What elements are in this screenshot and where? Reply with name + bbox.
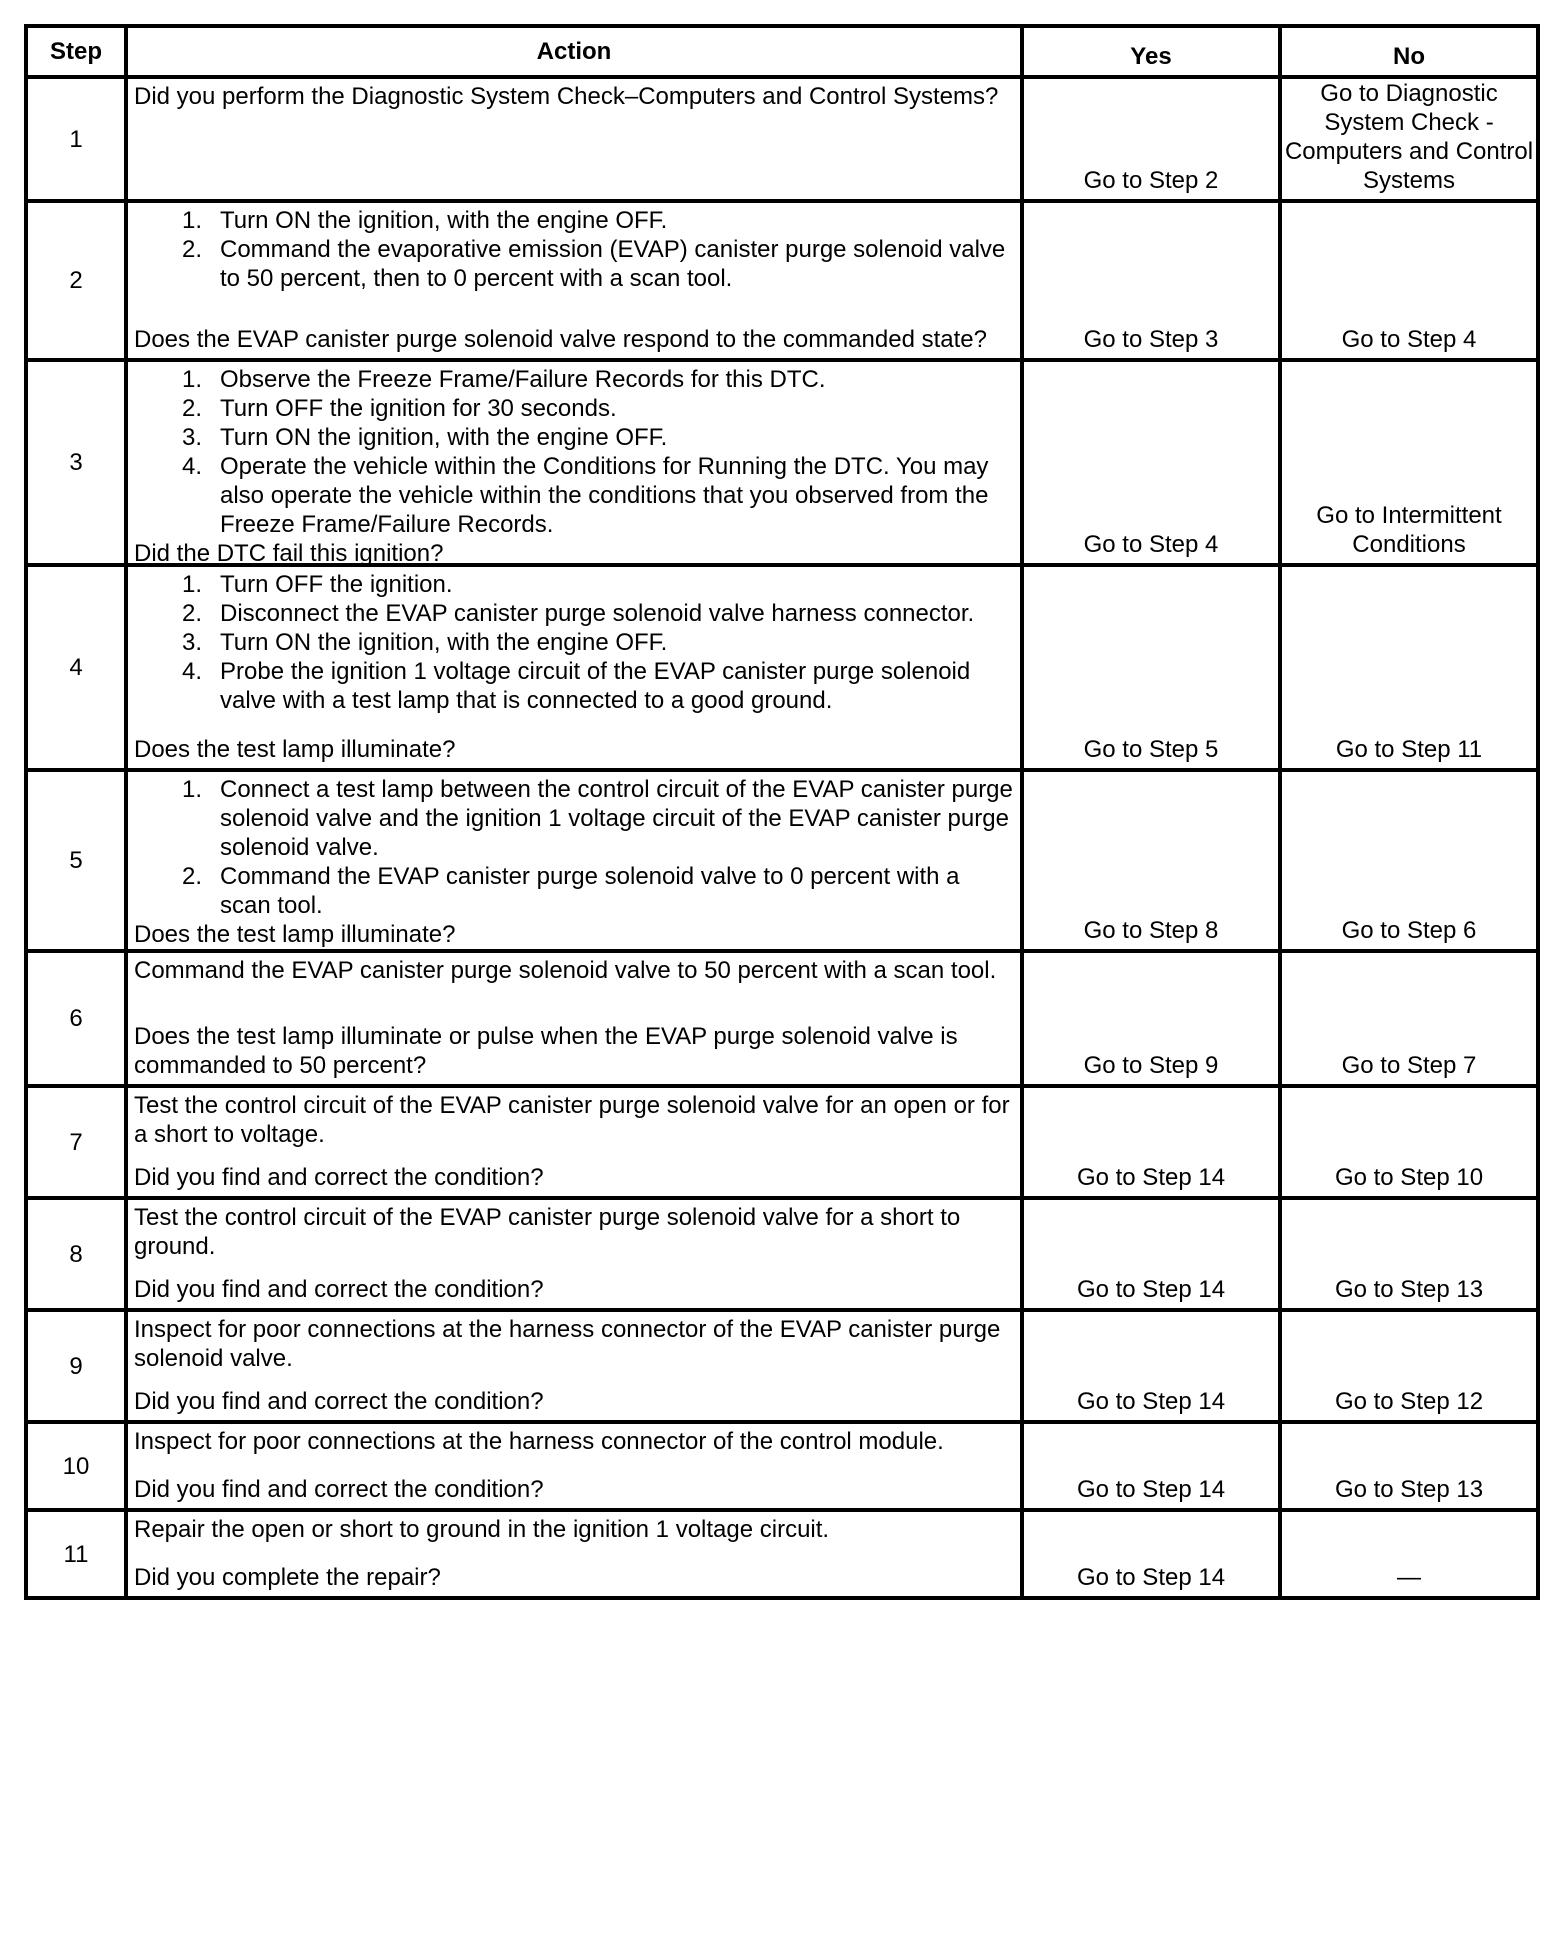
table-row [26, 1086, 1538, 1198]
action-step-item [134, 628, 1014, 657]
action-step-number: 2. [181, 863, 202, 890]
action-text: Test the control circuit of the EVAP canister purge solenoid valve for an open or for a short to voltage. [134, 1092, 1010, 1148]
action-cell [126, 1086, 1022, 1198]
action-step-item [134, 657, 1014, 715]
table-row [26, 951, 1538, 1086]
table-row [26, 360, 1538, 565]
action-step-text: Turn ON the ignition, with the engine OFF. [220, 424, 668, 451]
yes-result: Go to Step 14 [1022, 1422, 1280, 1510]
action-text: Repair the open or short to ground in the ignition 1 voltage circuit. [134, 1516, 830, 1543]
action-step-item [134, 394, 1014, 423]
table-row [26, 1422, 1538, 1510]
no-result [1280, 1198, 1538, 1310]
action-step-number: 1. [181, 207, 202, 234]
action-question: Does the test lamp illuminate or pulse when the EVAP purge solenoid valve is commanded to 50 percent? [134, 1023, 958, 1079]
no-result [1280, 1310, 1538, 1422]
action-step-text: Observe the Freeze Frame/Failure Records for this DTC. [220, 366, 826, 393]
header-step: Step [26, 26, 126, 77]
no-result-text: Go to Diagnostic System Check - Computers and Control Systems [1284, 80, 1534, 194]
no-result [1280, 360, 1538, 565]
step-number: 8 [26, 1198, 126, 1310]
yes-result: Go to Step 14 [1022, 1310, 1280, 1422]
action-steps-list [134, 206, 1014, 293]
no-result [1280, 1510, 1538, 1598]
action-step-item [134, 775, 1014, 862]
action-question: Did you find and correct the condition? [134, 1388, 544, 1415]
step-number: 11 [26, 1510, 126, 1598]
no-result [1280, 565, 1538, 770]
yes-result: Go to Step 3 [1022, 201, 1280, 360]
header-action: Action [126, 26, 1022, 77]
step-number: 1 [26, 77, 126, 201]
step-number: 7 [26, 1086, 126, 1198]
yes-result: Go to Step 14 [1022, 1086, 1280, 1198]
no-result [1280, 1422, 1538, 1510]
action-cell [126, 951, 1022, 1086]
action-cell [126, 565, 1022, 770]
table-row [26, 77, 1538, 201]
yes-result: Go to Step 14 [1022, 1510, 1280, 1598]
action-text: Inspect for poor connections at the harness connector of the control module. [134, 1428, 944, 1455]
action-cell [126, 770, 1022, 951]
action-question: Did you find and correct the condition? [134, 1476, 544, 1503]
action-step-item [134, 452, 1014, 539]
action-step-text: Connect a test lamp between the control circuit of the EVAP canister purge solenoid valve and the ignition 1 voltage circuit of the EVAP canister purge solenoid valve. [220, 776, 1013, 861]
action-step-text: Turn ON the ignition, with the engine OFF. [220, 629, 668, 656]
action-cell [126, 1422, 1022, 1510]
action-text: Did you perform the Diagnostic System Check–Computers and Control Systems? [134, 83, 999, 110]
action-step-number: 2. [181, 236, 202, 263]
step-number: 2 [26, 201, 126, 360]
action-step-item [134, 570, 1014, 599]
table-row [26, 1310, 1538, 1422]
table-row [26, 565, 1538, 770]
no-result-text: Go to Step 4 [1341, 326, 1477, 353]
action-step-number: 2. [181, 600, 202, 627]
no-result-text: Go to Step 13 [1334, 1476, 1484, 1503]
yes-result: Go to Step 8 [1022, 770, 1280, 951]
step-number: 3 [26, 360, 126, 565]
action-step-number: 4. [181, 658, 202, 685]
action-step-item [134, 862, 1014, 920]
action-text: Inspect for poor connections at the harness connector of the EVAP canister purge solenoid valve. [134, 1316, 1001, 1372]
header-no: No [1280, 26, 1538, 77]
no-result [1280, 951, 1538, 1086]
action-cell [126, 1510, 1022, 1598]
table-row [26, 1510, 1538, 1598]
action-step-number: 1. [181, 366, 202, 393]
action-step-number: 4. [181, 453, 202, 480]
action-step-number: 3. [181, 424, 202, 451]
no-result-text: Go to Step 6 [1341, 917, 1477, 944]
no-result-text: Go to Step 12 [1334, 1388, 1484, 1415]
action-step-item [134, 599, 1014, 628]
action-step-number: 1. [181, 776, 202, 803]
table-row [26, 770, 1538, 951]
action-step-text: Probe the ignition 1 voltage circuit of the EVAP canister purge solenoid valve with a test lamp that is connected to a good ground. [220, 658, 971, 714]
action-cell [126, 77, 1022, 201]
action-step-text: Command the EVAP canister purge solenoid valve to 0 percent with a scan tool. [220, 863, 960, 919]
action-step-number: 1. [181, 571, 202, 598]
action-text: Test the control circuit of the EVAP canister purge solenoid valve for a short to ground. [134, 1204, 961, 1260]
action-step-text: Disconnect the EVAP canister purge solenoid valve harness connector. [220, 600, 975, 627]
table-header [26, 26, 1538, 77]
table-row [26, 1198, 1538, 1310]
no-result [1280, 770, 1538, 951]
step-number: 4 [26, 565, 126, 770]
action-step-text: Operate the vehicle within the Conditions for Running the DTC. You may also operate the vehicle within the conditions that you observed from the Freeze Frame/Failure Records. [220, 453, 989, 538]
action-step-number: 2. [181, 395, 202, 422]
action-step-text: Command the evaporative emission (EVAP) canister purge solenoid valve to 50 percent, then to 0 percent with a scan tool. [220, 236, 1006, 292]
no-result-text: Go to Step 13 [1334, 1276, 1484, 1303]
no-result-text: Go to Step 7 [1341, 1052, 1477, 1079]
action-question: Does the test lamp illuminate? [134, 736, 456, 763]
action-question: Did the DTC fail this ignition? [134, 540, 444, 567]
step-number: 5 [26, 770, 126, 951]
action-question: Does the EVAP canister purge solenoid valve respond to the commanded state? [134, 326, 987, 353]
action-question: Does the test lamp illuminate? [134, 921, 456, 948]
action-steps-list [134, 570, 1014, 715]
action-question: Did you complete the repair? [134, 1564, 441, 1591]
yes-result: Go to Step 4 [1022, 360, 1280, 565]
step-number: 10 [26, 1422, 126, 1510]
action-step-text: Turn OFF the ignition. [220, 571, 453, 598]
action-question: Did you find and correct the condition? [134, 1164, 544, 1191]
diagnostic-table [24, 24, 1540, 1600]
action-step-item [134, 235, 1014, 293]
no-result-text: Go to Intermittent Conditions [1316, 502, 1502, 558]
action-steps-list [134, 365, 1014, 539]
yes-result: Go to Step 9 [1022, 951, 1280, 1086]
action-cell [126, 360, 1022, 565]
header-row [26, 26, 1538, 77]
no-result [1280, 1086, 1538, 1198]
action-cell [126, 201, 1022, 360]
table-body [26, 77, 1538, 1598]
step-number: 9 [26, 1310, 126, 1422]
action-cell [126, 1198, 1022, 1310]
action-step-item [134, 365, 1014, 394]
no-result-text: — [1397, 1564, 1421, 1591]
yes-result: Go to Step 14 [1022, 1198, 1280, 1310]
action-cell [126, 1310, 1022, 1422]
action-step-item [134, 423, 1014, 452]
action-step-item [134, 206, 1014, 235]
step-number: 6 [26, 951, 126, 1086]
yes-result: Go to Step 5 [1022, 565, 1280, 770]
header-yes: Yes [1022, 26, 1280, 77]
yes-result: Go to Step 2 [1022, 77, 1280, 201]
action-steps-list [134, 775, 1014, 920]
no-result [1280, 77, 1538, 201]
action-step-number: 3. [181, 629, 202, 656]
no-result-text: Go to Step 11 [1335, 736, 1483, 763]
action-text: Command the EVAP canister purge solenoid valve to 50 percent with a scan tool. [134, 957, 997, 984]
no-result [1280, 201, 1538, 360]
action-step-text: Turn OFF the ignition for 30 seconds. [220, 395, 617, 422]
action-question: Did you find and correct the condition? [134, 1276, 544, 1303]
table-row [26, 201, 1538, 360]
action-step-text: Turn ON the ignition, with the engine OFF. [220, 207, 668, 234]
no-result-text: Go to Step 10 [1334, 1164, 1484, 1191]
